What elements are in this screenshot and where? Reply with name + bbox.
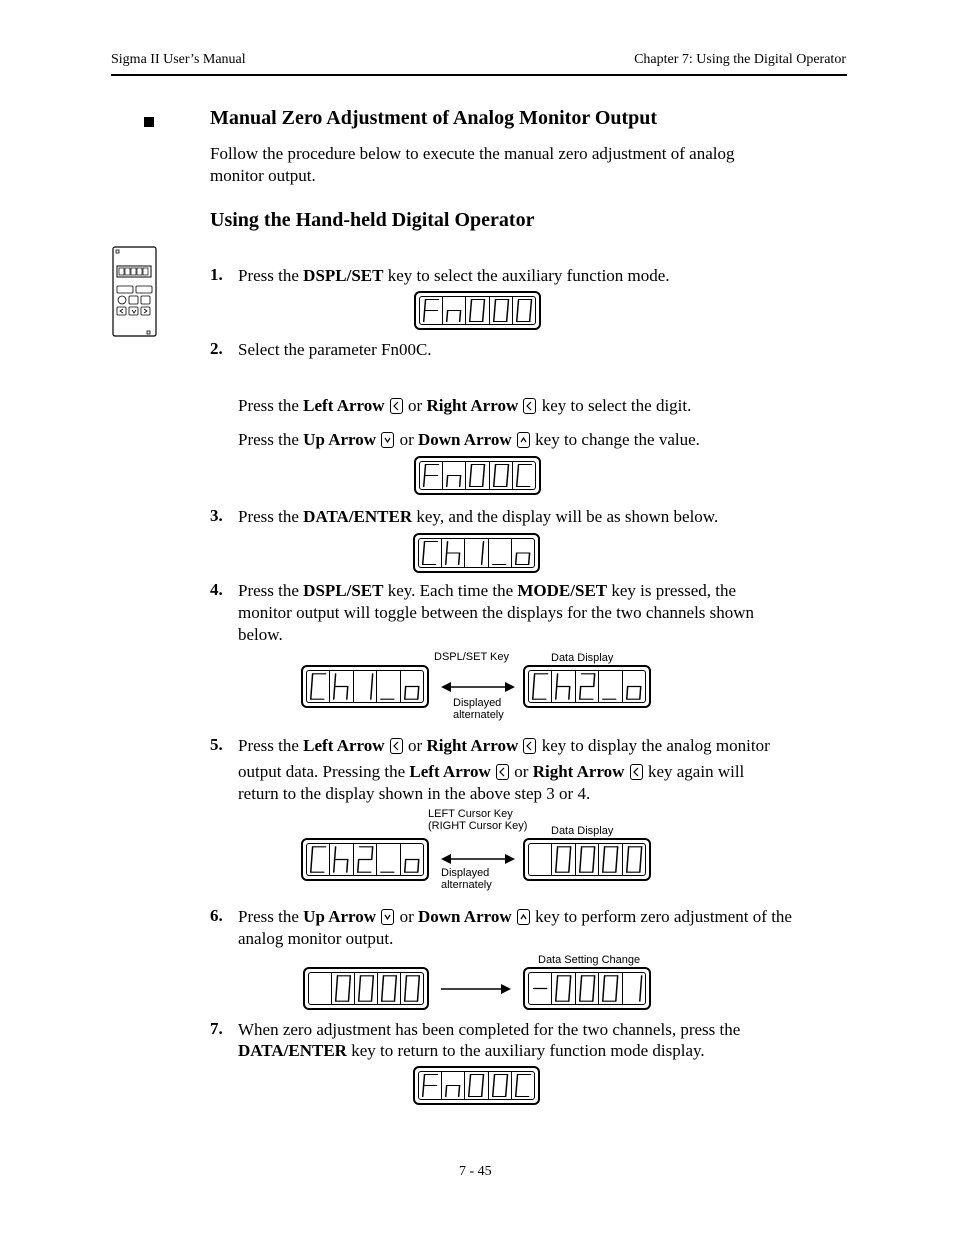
lcd-digit xyxy=(512,297,535,324)
lcd-digit xyxy=(331,973,354,1004)
right-arrow-key-icon xyxy=(630,764,643,780)
left-arrow-key-icon xyxy=(390,738,403,754)
up-arrow-key-icon xyxy=(381,909,394,925)
left-cursor-key-label: LEFT Cursor Key xyxy=(428,808,513,820)
step-6-line1: Press the Up Arrow or Down Arrow key to perform zero adjustment of the xyxy=(238,907,792,926)
lcd-display xyxy=(413,533,540,573)
lcd-digit xyxy=(309,973,331,1004)
lcd-digit xyxy=(622,973,645,1004)
lcd-digit xyxy=(420,462,442,489)
lcd-digit xyxy=(511,1072,534,1099)
lcd-digit xyxy=(529,973,551,1004)
step-7-line2: DATA/ENTER key to return to the auxiliary function mode display. xyxy=(238,1041,705,1060)
step-2-text: Select the parameter Fn00C. xyxy=(238,340,432,359)
lcd-digit xyxy=(441,539,464,567)
step-4-line3: below. xyxy=(238,625,283,644)
lcd-display xyxy=(303,967,429,1010)
lcd-digit xyxy=(598,671,621,702)
step-7-number: 7. xyxy=(210,1019,223,1038)
lcd-digit xyxy=(400,671,423,702)
digital-operator-icon xyxy=(112,246,158,338)
double-arrow-icon xyxy=(441,680,515,698)
right-arrow-key-icon xyxy=(523,738,536,754)
lcd-digit xyxy=(489,462,512,489)
lcd-digit xyxy=(622,671,645,702)
lcd-digit xyxy=(511,539,534,567)
lcd-digit xyxy=(419,1072,441,1099)
lcd-digit xyxy=(465,297,488,324)
data-display-label: Data Display xyxy=(551,825,614,837)
step-2-number: 2. xyxy=(210,339,223,358)
lcd-digit xyxy=(420,297,442,324)
lcd-display xyxy=(301,838,429,881)
step-7-line1: When zero adjustment has been completed for the two channels, press the xyxy=(238,1020,741,1039)
lcd-digit xyxy=(598,973,621,1004)
lcd-digit xyxy=(622,844,645,875)
step-4-number: 4. xyxy=(210,580,223,599)
lcd-display xyxy=(413,1066,540,1105)
alternately-label: alternately xyxy=(453,709,504,721)
step-3-text: Press the DATA/ENTER key, and the display will be as shown below. xyxy=(238,507,719,526)
step-6-line2: analog monitor output. xyxy=(238,929,394,948)
left-arrow-key-icon xyxy=(390,398,403,414)
section-intro-line2: monitor output. xyxy=(210,166,316,185)
lcd-digit xyxy=(529,671,551,702)
lcd-digit xyxy=(465,462,488,489)
header-rule xyxy=(111,74,847,76)
lcd-display xyxy=(523,665,651,708)
data-display-label: Data Display xyxy=(551,652,614,664)
lcd-digit xyxy=(400,973,423,1004)
step-2-line3: Press the Up Arrow or Down Arrow key to change the value. xyxy=(238,430,700,449)
section-title: Manual Zero Adjustment of Analog Monitor Output xyxy=(210,107,658,129)
step-5-line2: output data. Pressing the Left Arrow or Right Arrow key again will xyxy=(238,762,745,781)
lcd-digit xyxy=(353,671,376,702)
lcd-display xyxy=(523,838,651,881)
lcd-digit xyxy=(377,973,400,1004)
data-setting-change-label: Data Setting Change xyxy=(538,954,641,966)
lcd-digit xyxy=(551,973,574,1004)
step-6-number: 6. xyxy=(210,906,223,925)
page-number: 7 - 45 xyxy=(459,1164,492,1179)
right-arrow-key-icon xyxy=(523,398,536,414)
lcd-digit xyxy=(329,671,352,702)
displayed-label: Displayed xyxy=(453,697,502,709)
displayed-label: Displayed xyxy=(441,867,490,879)
section-intro-line1: Follow the procedure below to execute the manual zero adjustment of analog xyxy=(210,144,735,163)
step-1-number: 1. xyxy=(210,265,223,284)
lcd-digit xyxy=(376,844,399,875)
step-5-number: 5. xyxy=(210,735,223,754)
down-arrow-key-icon xyxy=(517,432,530,448)
lcd-digit xyxy=(488,539,511,567)
lcd-digit xyxy=(307,671,329,702)
lcd-digit xyxy=(400,844,423,875)
up-arrow-key-icon xyxy=(381,432,394,448)
header-left: Sigma II User’s Manual xyxy=(111,52,246,67)
step-5-line1: Press the Left Arrow or Right Arrow key to display the analog monitor xyxy=(238,736,770,755)
lcd-digit xyxy=(551,671,574,702)
lcd-digit xyxy=(419,539,441,567)
right-cursor-key-label: (RIGHT Cursor Key) xyxy=(428,820,528,832)
down-arrow-key-icon xyxy=(517,909,530,925)
lcd-digit xyxy=(488,1072,511,1099)
step-3-number: 3. xyxy=(210,506,223,525)
lcd-digit xyxy=(353,844,376,875)
lcd-digit xyxy=(551,844,574,875)
lcd-digit xyxy=(529,844,551,875)
lcd-digit xyxy=(598,844,621,875)
lcd-digit xyxy=(575,973,598,1004)
step-2-line2: Press the Left Arrow or Right Arrow key to select the digit. xyxy=(238,396,692,415)
alternately-label: alternately xyxy=(441,879,492,891)
header-right: Chapter 7: Using the Digital Operator xyxy=(634,52,846,67)
lcd-digit xyxy=(329,844,352,875)
step-5-line3: return to the display shown in the above step 3 or 4. xyxy=(238,784,591,803)
lcd-display xyxy=(414,456,541,495)
lcd-digit xyxy=(442,462,465,489)
subsection-title: Using the Hand-held Digital Operator xyxy=(210,209,535,231)
left-arrow-key-icon xyxy=(496,764,509,780)
bullet-square-icon xyxy=(144,114,154,132)
lcd-digit xyxy=(307,844,329,875)
lcd-digit xyxy=(575,844,598,875)
step-1-text: Press the DSPL/SET key to select the auxiliary function mode. xyxy=(238,266,670,285)
dspl-set-key-label: DSPL/SET Key xyxy=(434,651,509,663)
right-arrow-icon xyxy=(441,982,511,1000)
lcd-display xyxy=(301,665,429,708)
lcd-digit xyxy=(489,297,512,324)
lcd-digit xyxy=(354,973,377,1004)
lcd-digit xyxy=(464,1072,487,1099)
step-4-line1: Press the DSPL/SET key. Each time the MODE/SET key is pressed, the xyxy=(238,581,737,600)
lcd-digit xyxy=(442,297,465,324)
lcd-display xyxy=(523,967,651,1010)
lcd-digit xyxy=(464,539,487,567)
step-4-line2: monitor output will toggle between the displays for the two channels shown xyxy=(238,603,755,622)
lcd-display xyxy=(414,291,541,330)
lcd-digit xyxy=(441,1072,464,1099)
lcd-digit xyxy=(376,671,399,702)
lcd-digit xyxy=(512,462,535,489)
lcd-digit xyxy=(575,671,598,702)
